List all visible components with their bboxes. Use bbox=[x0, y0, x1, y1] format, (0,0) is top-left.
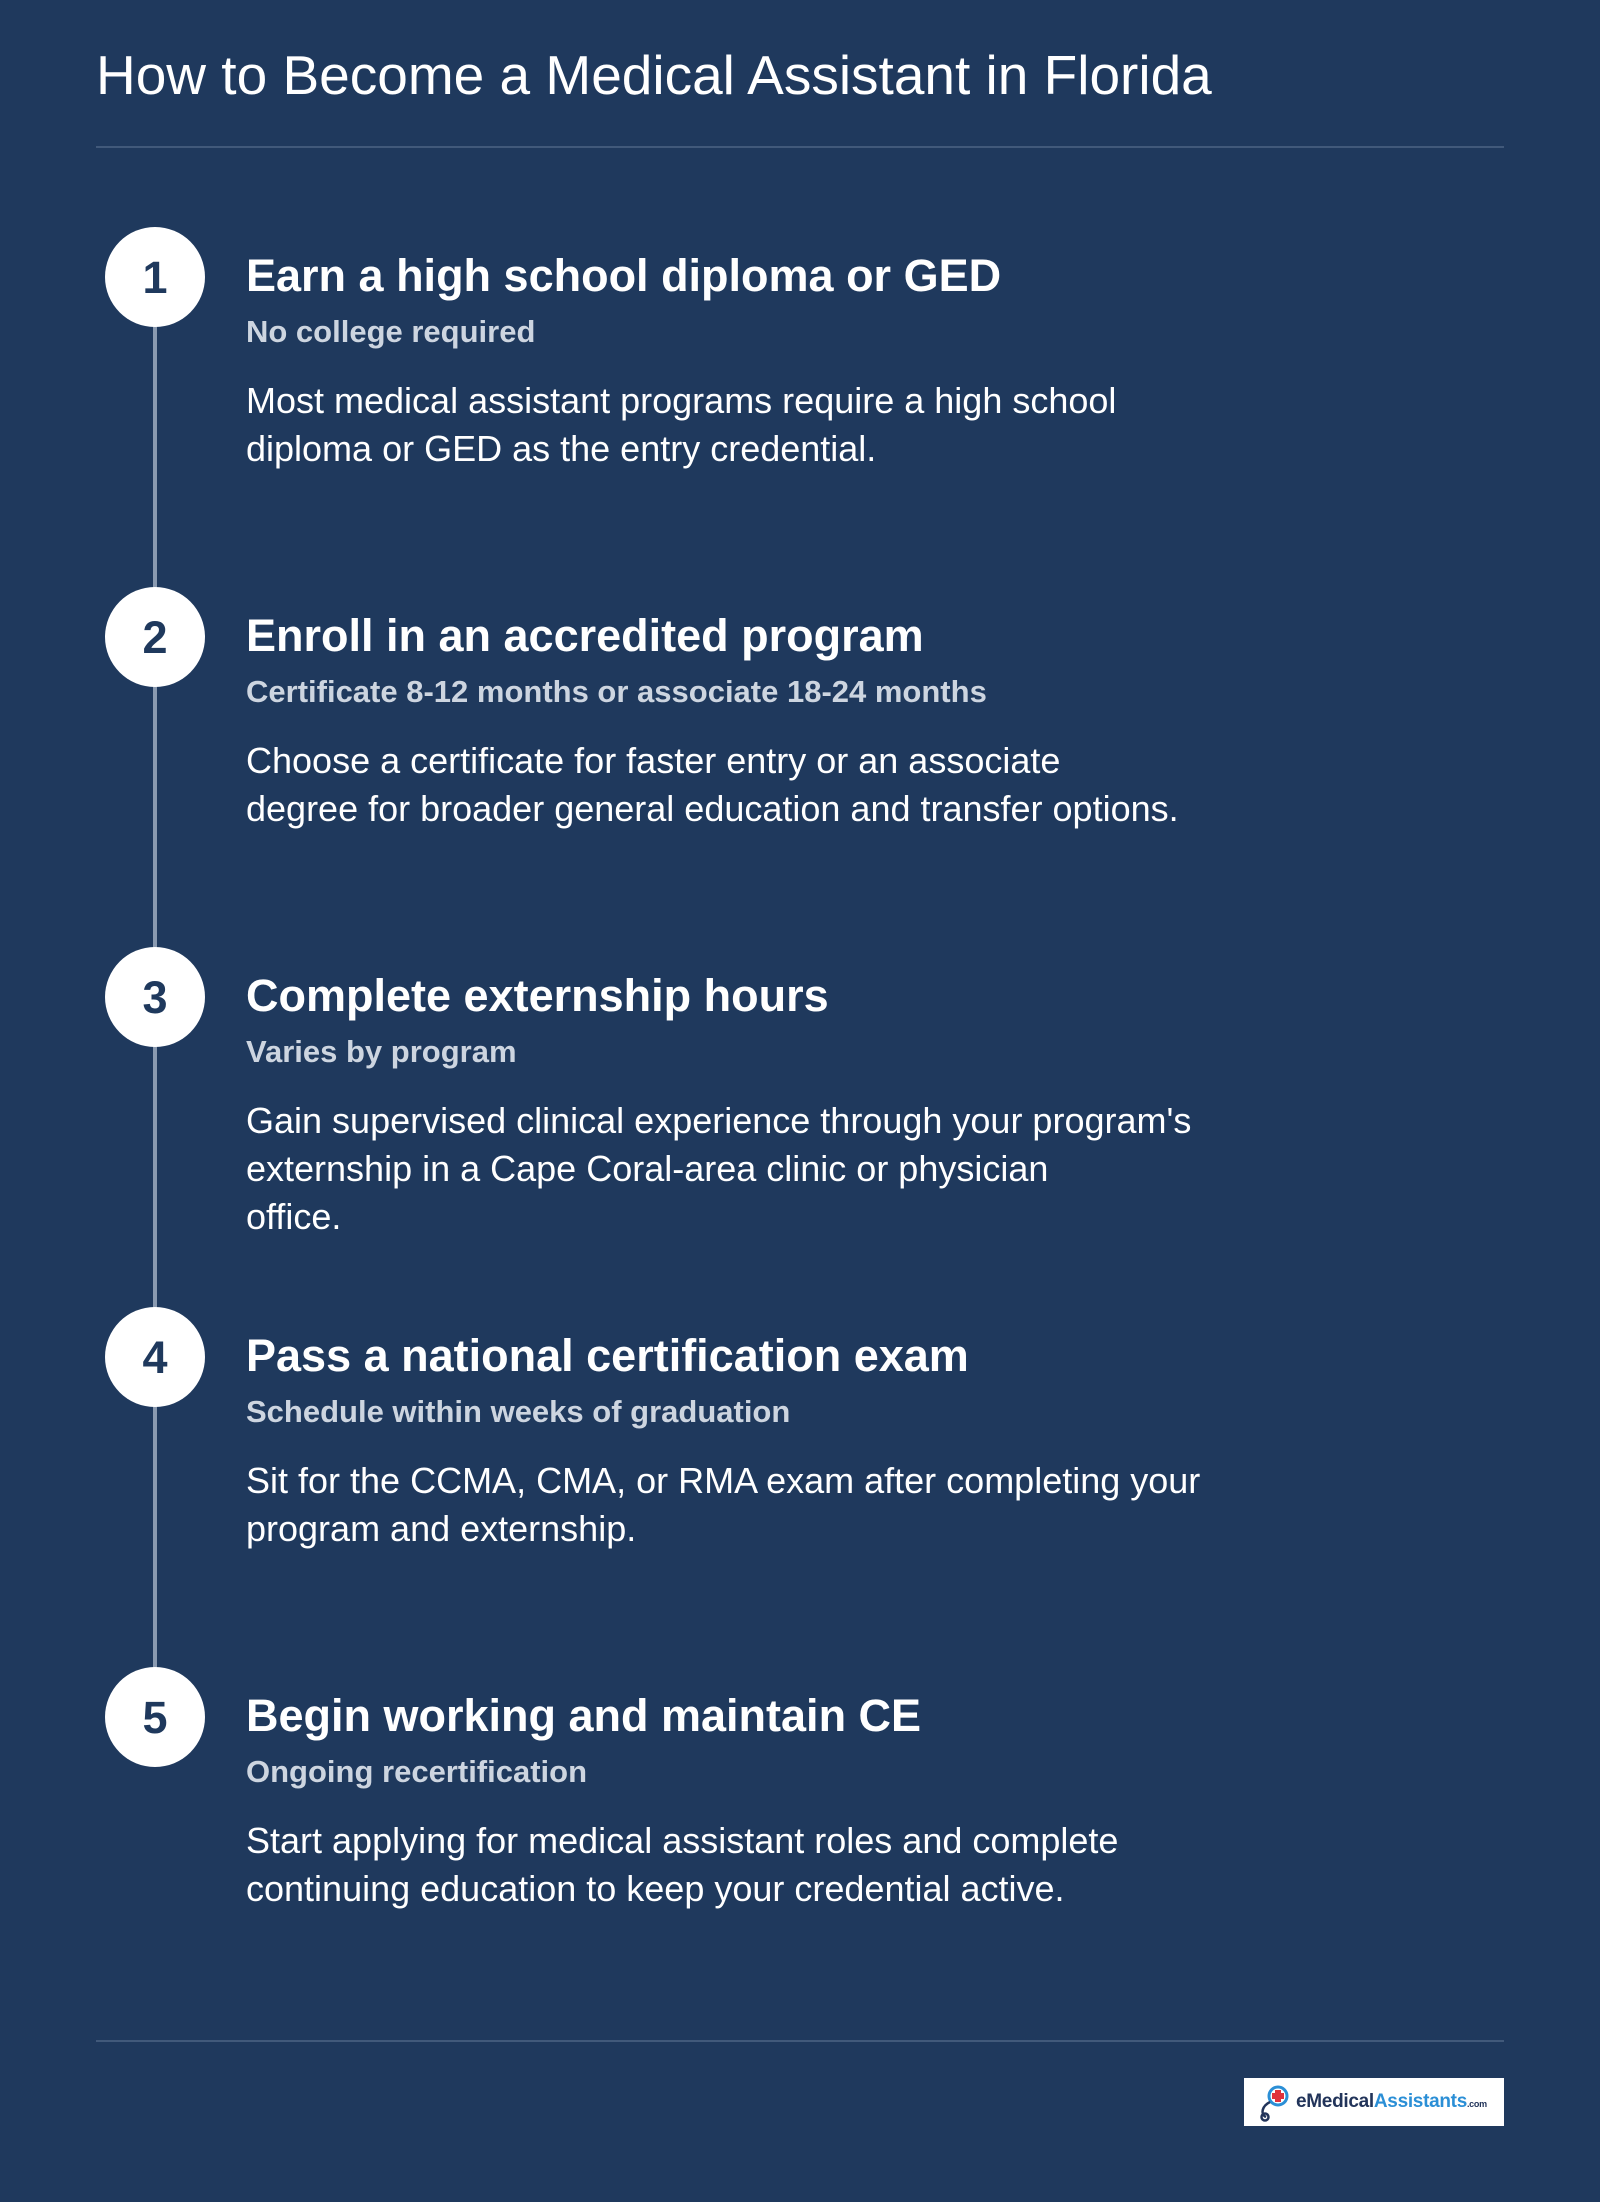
step-description: Gain supervised clinical experience through your program's externship in a Cape Coral-area clinic or physician office. bbox=[246, 1100, 1192, 1237]
step-number-badge: 5 bbox=[105, 1667, 205, 1767]
step-subtitle: Ongoing recertification bbox=[246, 1754, 588, 1789]
step-title: Pass a national certification exam bbox=[246, 1330, 969, 1381]
step-subtitle: No college required bbox=[246, 314, 536, 349]
step-description: Sit for the CCMA, CMA, or RMA exam after completing your program and externship. bbox=[246, 1460, 1201, 1549]
step-number-badge: 1 bbox=[105, 227, 205, 327]
brand-logo-text: eMedicalAssistants.com bbox=[1296, 2091, 1487, 2112]
step-number-badge: 4 bbox=[105, 1307, 205, 1407]
header-divider bbox=[96, 146, 1504, 148]
step-subtitle: Schedule within weeks of graduation bbox=[246, 1394, 791, 1429]
step-number-badge: 3 bbox=[105, 947, 205, 1047]
step-title: Earn a high school diploma or GED bbox=[246, 250, 1002, 301]
step-number-badge: 2 bbox=[105, 587, 205, 687]
step-title: Complete externship hours bbox=[246, 970, 829, 1021]
footer-divider bbox=[96, 2040, 1504, 2042]
page-title: How to Become a Medical Assistant in Florida bbox=[96, 44, 1212, 106]
brand-logo[interactable] bbox=[1244, 2078, 1504, 2126]
step-title: Begin working and maintain CE bbox=[246, 1690, 922, 1741]
step-description: Choose a certificate for faster entry or an associate degree for broader general education and transfer options. bbox=[246, 740, 1179, 829]
stethoscope-cross-icon bbox=[1252, 2080, 1296, 2124]
step-subtitle: Varies by program bbox=[246, 1034, 517, 1069]
step-subtitle: Certificate 8-12 months or associate 18-24 months bbox=[246, 674, 987, 709]
step-title: Enroll in an accredited program bbox=[246, 610, 924, 661]
step-description: Most medical assistant programs require a high school diploma or GED as the entry credential. bbox=[246, 380, 1117, 469]
step-description: Start applying for medical assistant roles and complete continuing education to keep your credential active. bbox=[246, 1820, 1119, 1909]
